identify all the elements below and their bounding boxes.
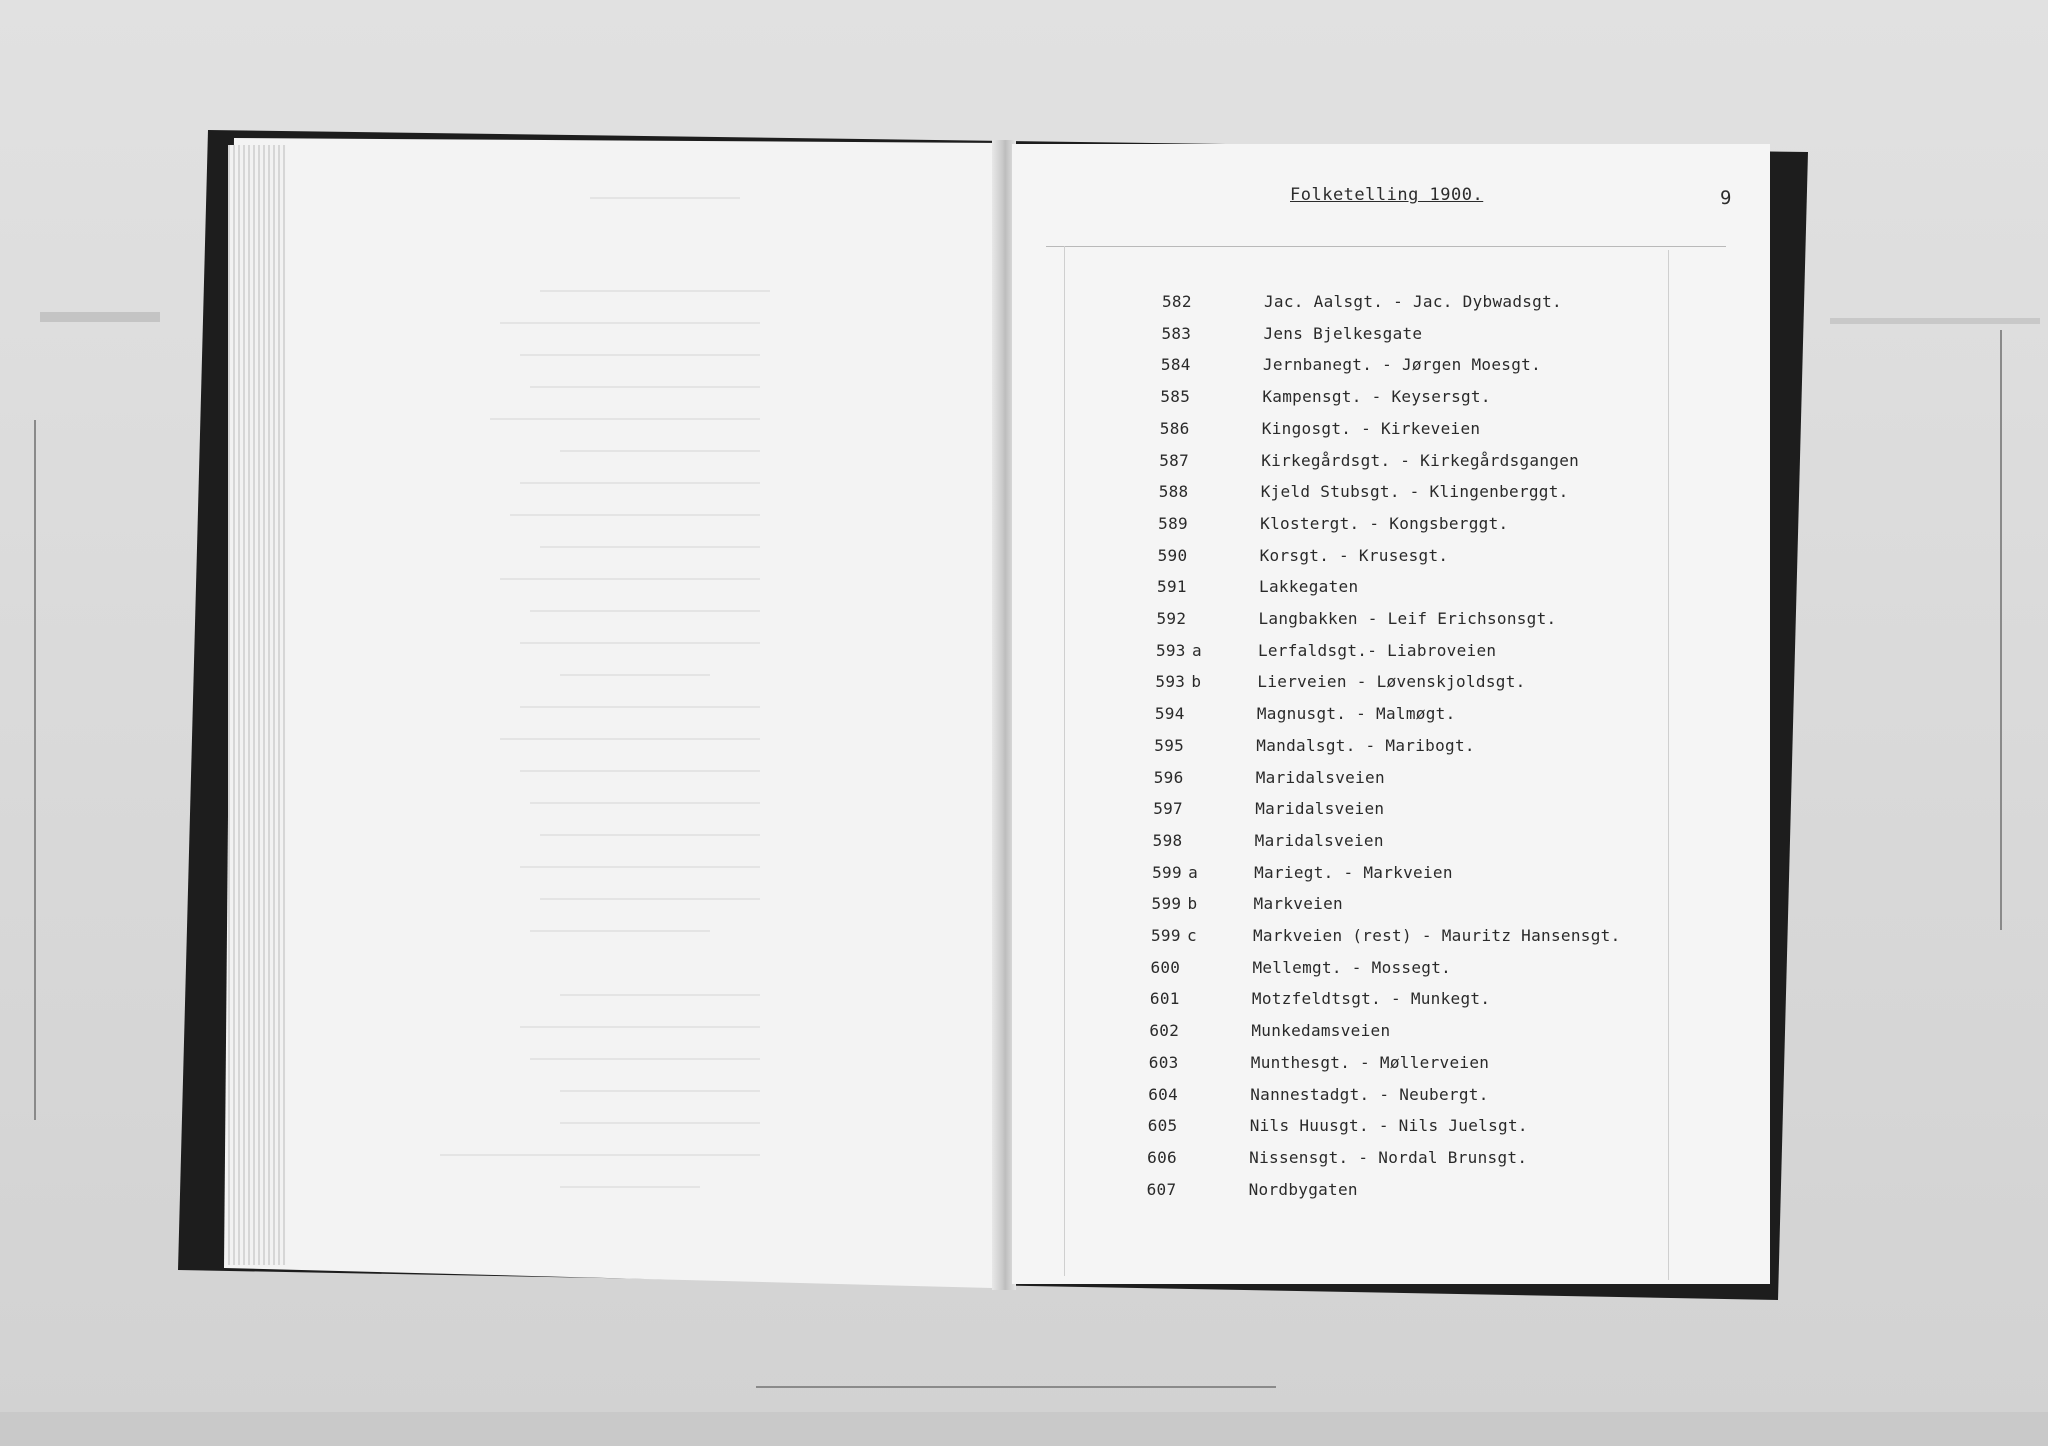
bleed-through-line xyxy=(520,770,760,772)
entry-number: 596 xyxy=(1153,767,1184,787)
column-line-left xyxy=(1064,246,1065,1276)
entry-suffix: a xyxy=(1188,862,1199,882)
entry-number: 598 xyxy=(1152,830,1183,850)
bleed-through-line xyxy=(500,578,760,580)
entry-number: 602 xyxy=(1149,1021,1180,1041)
list-item xyxy=(1161,355,1721,379)
entry-number: 606 xyxy=(1147,1147,1177,1167)
entry-number: 593 xyxy=(1155,640,1186,660)
bleed-through-line xyxy=(500,322,760,324)
left-page-blank xyxy=(224,138,1004,1288)
list-item xyxy=(1147,1180,1707,1204)
list-item xyxy=(1153,831,1713,855)
list-item xyxy=(1154,736,1714,760)
list-item xyxy=(1150,958,1710,982)
entry-streets: Jac. Aalsgt. - Jac. Dybwadsgt. xyxy=(1264,292,1562,311)
bleed-through-line xyxy=(530,930,710,932)
entry-number: 599 xyxy=(1152,862,1182,882)
entry-number: 582 xyxy=(1162,292,1192,311)
entry-streets: Markveien (rest) - Mauritz Hansensgt. xyxy=(1253,926,1621,945)
bleed-through-line xyxy=(500,738,760,740)
entry-number: 605 xyxy=(1147,1116,1178,1136)
entry-streets: Lierveien - Løvenskjoldsgt. xyxy=(1257,672,1526,692)
list-item xyxy=(1152,894,1712,918)
list-item xyxy=(1148,1085,1708,1109)
bleed-through-line xyxy=(440,1154,760,1156)
entry-streets: Kampensgt. - Keysersgt. xyxy=(1262,387,1491,407)
entry-streets: Lerfaldsgt.- Liabroveien xyxy=(1257,640,1497,660)
entry-number: 584 xyxy=(1160,355,1191,375)
bleed-through-line xyxy=(560,674,710,676)
bleed-through-line xyxy=(530,386,760,388)
desk-scratch-right xyxy=(2000,330,2002,930)
list-item xyxy=(1153,799,1713,823)
entry-streets: Langbakken - Leif Erichsonsgt. xyxy=(1258,609,1557,628)
list-item xyxy=(1160,387,1720,411)
entry-number: 597 xyxy=(1153,799,1183,819)
bleed-through-line xyxy=(540,290,770,292)
list-item xyxy=(1155,672,1715,696)
entry-suffix: b xyxy=(1187,894,1198,914)
desk-edge xyxy=(0,1412,2048,1446)
list-item xyxy=(1160,419,1720,443)
entry-streets: Mariegt. - Markveien xyxy=(1254,862,1453,882)
entry-number: 586 xyxy=(1159,418,1190,438)
entry-suffix: b xyxy=(1191,672,1202,692)
entry-streets: Munthesgt. - Møllerveien xyxy=(1250,1052,1490,1072)
list-item xyxy=(1159,482,1719,506)
list-item xyxy=(1152,863,1712,887)
entry-number: 590 xyxy=(1157,545,1188,565)
bleed-through-line xyxy=(530,1058,760,1060)
list-item xyxy=(1149,1021,1709,1045)
list-item xyxy=(1150,989,1710,1013)
list-item xyxy=(1159,451,1719,475)
list-item xyxy=(1157,609,1717,633)
entry-number: 600 xyxy=(1150,957,1181,977)
list-item xyxy=(1149,1053,1709,1077)
bleed-through-line xyxy=(520,1026,760,1028)
entry-streets: Kjeld Stubsgt. - Klingenberggt. xyxy=(1260,482,1569,502)
entry-number: 593 xyxy=(1155,672,1186,692)
list-item xyxy=(1162,292,1722,316)
entry-number: 587 xyxy=(1159,450,1190,470)
entry-streets: Nils Huusgt. - Nils Juelsgt. xyxy=(1249,1116,1528,1136)
desk-scratch-left xyxy=(34,420,36,1120)
entry-number: 599 xyxy=(1151,894,1182,914)
bleed-through-line xyxy=(530,802,760,804)
list-item xyxy=(1148,1116,1708,1140)
entry-number: 583 xyxy=(1161,323,1192,343)
entry-streets: Korsgt. - Krusesgt. xyxy=(1259,545,1449,565)
list-item xyxy=(1151,926,1711,950)
entry-streets: Mandalsgt. - Maribogt. xyxy=(1256,735,1475,755)
bleed-through-line xyxy=(560,1186,700,1188)
page-title: Folketelling 1900. xyxy=(1290,185,1484,205)
list-item xyxy=(1158,546,1718,570)
bleed-through-line xyxy=(520,354,760,356)
bleed-through-line xyxy=(510,514,760,516)
entry-streets: Motzfeldtsgt. - Munkegt. xyxy=(1251,989,1491,1009)
entry-streets: Nissensgt. - Nordal Brunsgt. xyxy=(1249,1147,1528,1167)
entry-streets: Mellemgt. - Mossegt. xyxy=(1252,957,1452,977)
entry-number: 604 xyxy=(1148,1084,1179,1104)
entry-number: 594 xyxy=(1154,704,1185,724)
entry-streets: Lakkegaten xyxy=(1259,577,1359,597)
list-item xyxy=(1147,1148,1707,1172)
bleed-through-line xyxy=(540,898,760,900)
entry-number: 599 xyxy=(1151,926,1181,945)
entry-streets: Jernbanegt. - Jørgen Moesgt. xyxy=(1262,355,1542,375)
entry-streets: Maridalsveien xyxy=(1255,799,1385,819)
bleed-through-line xyxy=(590,197,740,199)
header-rule xyxy=(1046,246,1726,247)
bleed-through-line xyxy=(560,1122,760,1124)
entry-number: 591 xyxy=(1157,577,1187,597)
bleed-through-line xyxy=(560,450,760,452)
bleed-through-line xyxy=(540,834,760,836)
desk-scratch-top-left xyxy=(40,312,160,322)
bleed-through-line xyxy=(560,1090,760,1092)
entry-streets: Jens Bjelkesgate xyxy=(1263,323,1423,343)
bleed-through-line xyxy=(560,994,760,996)
entry-streets: Klostergt. - Kongsberggt. xyxy=(1260,513,1509,533)
page-number: 9 xyxy=(1720,187,1732,209)
bleed-through-line xyxy=(520,642,760,644)
list-item xyxy=(1157,577,1717,601)
bleed-through-line xyxy=(490,418,760,420)
bleed-through-line xyxy=(520,706,760,708)
list-item xyxy=(1161,324,1721,348)
entry-number: 595 xyxy=(1154,735,1185,755)
desk-scratch-top-right xyxy=(1830,318,2040,324)
entry-number: 589 xyxy=(1158,513,1188,533)
entry-suffix: a xyxy=(1191,640,1202,660)
bleed-through-line xyxy=(520,866,760,868)
entry-streets: Markveien xyxy=(1253,894,1343,914)
desk-scratch-bottom xyxy=(756,1386,1276,1388)
entry-streets: Magnusgt. - Malmøgt. xyxy=(1256,704,1456,724)
bleed-through-line xyxy=(530,610,760,612)
list-item xyxy=(1154,768,1714,792)
entry-streets: Maridalsveien xyxy=(1255,767,1385,787)
entry-number: 607 xyxy=(1146,1179,1177,1199)
list-item xyxy=(1155,704,1715,728)
list-item xyxy=(1156,641,1716,665)
entry-streets: Maridalsveien xyxy=(1254,830,1384,850)
entry-streets: Kingosgt. - Kirkeveien xyxy=(1261,418,1481,438)
entry-streets: Nannestadgt. - Neubergt. xyxy=(1250,1084,1489,1104)
entry-streets: Munkedamsveien xyxy=(1251,1021,1391,1041)
entry-number: 588 xyxy=(1158,482,1189,502)
entry-number: 585 xyxy=(1160,387,1191,407)
entry-number: 592 xyxy=(1156,609,1187,628)
list-item xyxy=(1158,514,1718,538)
entry-streets: Nordbygaten xyxy=(1248,1179,1358,1199)
entry-number: 603 xyxy=(1148,1052,1179,1072)
page-edges xyxy=(228,145,286,1265)
bleed-through-line xyxy=(540,546,760,548)
entry-streets: Kirkegårdsgt. - Kirkegårdsgangen xyxy=(1261,450,1580,470)
entry-suffix: c xyxy=(1187,926,1197,945)
entry-number: 601 xyxy=(1149,989,1180,1009)
bleed-through-line xyxy=(520,482,760,484)
